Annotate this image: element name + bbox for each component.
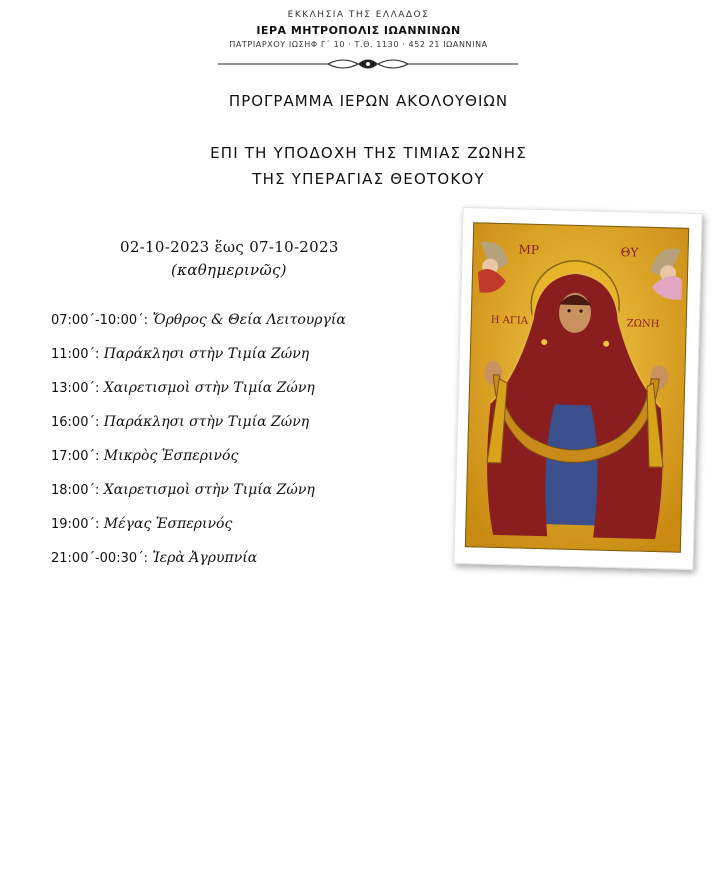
schedule-item <box>51 414 346 448</box>
theotokos-icon-photo <box>453 207 702 570</box>
schedule-item <box>51 448 346 482</box>
schedule-service: Χαιρετισμοὶ στὴν Τιμία Ζώνη <box>103 380 315 396</box>
schedule-time: 19:00΄: <box>51 517 100 532</box>
icon-inscription-right: ΘΥ <box>620 245 639 260</box>
subtitle-line-2: ΤΗΣ ΥΠΕΡΑΓΙΑΣ ΘΕΟΤΟΚΟΥ <box>252 170 485 188</box>
schedule-time: 11:00΄: <box>51 347 100 362</box>
schedule-service: Ὄρθρος & Θεία Λειτουργία <box>152 312 346 328</box>
page-title: ΠΡΟΓΡΑΜΜΑ ΙΕΡΩΝ ΑΚΟΛΟΥΘΙΩΝ <box>228 92 509 110</box>
schedule-service: Χαιρετισμοὶ στὴν Τιμία Ζώνη <box>103 482 315 498</box>
schedule-time: 17:00΄: <box>51 449 100 464</box>
schedule-time: 13:00΄: <box>51 381 100 396</box>
subtitle-line-1: ΕΠΙ ΤΗ ΥΠΟΔΟΧΗ ΤΗΣ ΤΙΜΙΑΣ ΖΩΝΗΣ <box>210 144 527 162</box>
schedule-service: Ἱερὰ Ἀγρυπνία <box>152 550 258 566</box>
schedule-time: 07:00΄-10:00΄: <box>51 313 148 328</box>
schedule-item <box>51 380 346 414</box>
theotokos-icon <box>465 222 689 553</box>
date-range: 02-10-2023 ἕως 07-10-2023 <box>120 238 339 256</box>
metropolis-address: ΠΑΤΡΙΑΡΧΟΥ ΙΩΣΗΦ Γ΄ 10 · Τ.Θ. 1130 · 452 21 ΙΩΑΝΝΙΝΑ <box>229 40 488 49</box>
schedule-item <box>51 550 346 584</box>
schedule-time: 18:00΄: <box>51 483 100 498</box>
schedule-time: 16:00΄: <box>51 415 100 430</box>
schedule-time: 21:00΄-00:30΄: <box>51 551 148 566</box>
schedule-service: Μέγας Ἑσπερινός <box>103 516 233 532</box>
schedule-item <box>51 516 346 550</box>
church-name: ΕΚΚΛΗΣΙΑ ΤΗΣ ΕΛΛΑΔΟΣ <box>287 10 430 20</box>
schedule-service: Παράκλησι στὴν Τιμία Ζώνη <box>103 346 310 362</box>
ornamental-divider <box>218 55 518 73</box>
letterhead <box>0 10 717 49</box>
icon-label-right: ΖΩΝΗ <box>626 318 660 331</box>
schedule-list <box>51 312 346 584</box>
schedule-item <box>51 482 346 516</box>
icon-inscription-left: ΜΡ <box>518 242 540 257</box>
schedule-item <box>51 312 346 346</box>
daily-note: (καθημερινῶς) <box>171 261 287 279</box>
metropolis-name: ΙΕΡΑ ΜΗΤΡΟΠΟΛΙΣ ΙΩΑΝΝΙΝΩΝ <box>256 24 461 37</box>
schedule-service: Μικρὸς Ἑσπερινός <box>103 448 239 464</box>
schedule-item <box>51 346 346 380</box>
icon-label-left: Η ΑΓΙΑ <box>490 314 529 327</box>
schedule-service: Παράκλησι στὴν Τιμία Ζώνη <box>103 414 310 430</box>
